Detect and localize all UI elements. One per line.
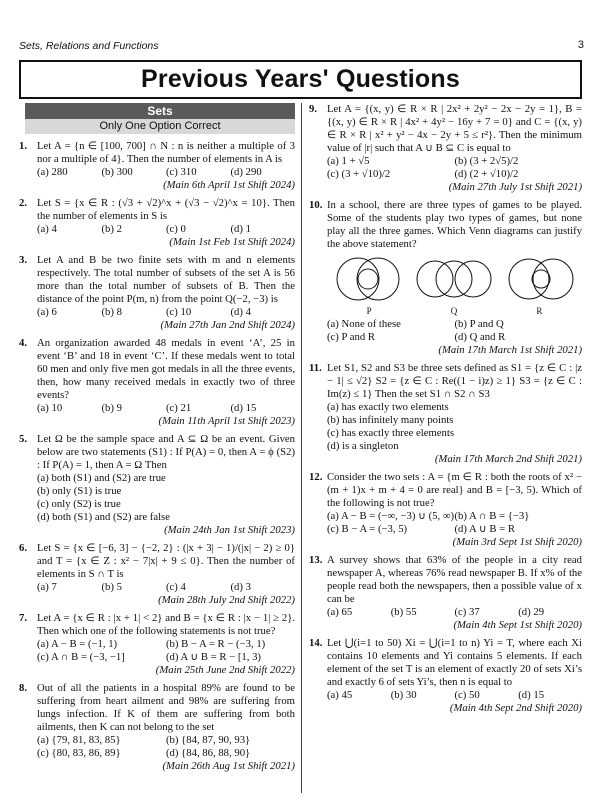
section-title: Sets [25,103,295,119]
option: (a) both (S1) and (S2) are true [37,472,166,484]
option: (a) has exactly two elements [327,401,449,413]
column-divider [301,103,302,793]
question [309,362,582,466]
question-source: (Main 27th July 1st Shift 2021) [448,181,582,193]
option: (d) Q and R [454,331,506,343]
question-text: A survey shows that 63% of the people in a city read newspaper A, whereas 76% read newspaper B. If x% of the people read both the newspapers, then a possible value of x can be [327,554,582,605]
question [19,140,295,192]
option: (c) 10 [166,306,192,318]
option: (b) (3 + 2√5)/2 [454,155,519,167]
option: (d) 29 [518,606,545,618]
option: (c) P and R [327,331,375,343]
question-number: 10. [309,199,323,211]
question-source: (Main 28th July 2nd Shift 2022) [158,594,295,606]
option: (b) 2 [101,223,122,235]
venn-diagrams [327,255,582,303]
question [19,337,295,428]
option: (b) A ∩ B = {−3} [454,510,530,522]
option: (b) 300 [101,166,133,178]
option: (b) 5 [101,581,122,593]
option: (d) A ∪ B = R − [1, 3) [166,651,261,663]
question [309,471,582,549]
chapter-header: Sets, Relations and Functions [19,40,159,52]
option: (c) 4 [166,581,186,593]
option: (c) has exactly three elements [327,427,454,439]
question-number: 6. [19,542,28,554]
option: (c) only (S2) is true [37,498,121,510]
question-text: Let S = {x ∈ [−6, 3] − {−2, 2} : (|x + 3| − 1)/(|x| − 2) ≥ 0} and T = {x ∈ Z : x² − 7|x| + 9 ≤ 0}. Then the number of elements in S ∩ T is [37,542,295,580]
option: (c) 37 [454,606,480,618]
option: (a) 1 + √5 [327,155,370,167]
question [19,197,295,249]
option: (d) {84, 86, 88, 90} [166,747,251,759]
option: (b) 30 [390,689,417,701]
option: (a) 6 [37,306,57,318]
question [309,103,582,194]
question [19,612,295,677]
question-number: 7. [19,612,28,624]
venn-label: Q [450,306,458,316]
question-text: Let S1, S2 and S3 be three sets defined as S1 = {z ∈ C : |z − 1| ≤ √2} S2 = {z ∈ C : Re((1 − i)z) ≥ 1} S3 = {z ∈ C : Im(z) ≤ 1} Then the set S1 ∩ S2 ∩ S3 [327,362,582,400]
question-text: Let S = {x ∈ R : (√3 + √2)^x + (√3 − √2)^x = 10}. Then the number of elements in S is [37,197,295,222]
question-number: 2. [19,197,28,209]
question-number: 14. [309,637,323,649]
question-source: (Main 11th April 1st Shift 2023) [158,415,295,427]
option: (c) A ∩ B = (−3, −1] [37,651,125,663]
question-number: 9. [309,103,318,115]
question-number: 5. [19,433,28,445]
question-text: An organization awarded 48 medals in event ‘A’, 25 in event ‘B’ and 18 in event ‘C’. If these medals went to total 60 men and only five men got medals in all the three events, then, how many received medals in exactly two of three events? [37,337,295,401]
question-text: Let A and B be two finite sets with m and n elements respectively. The total number of subsets of the set A is 56 more than the total number of subsets of B. Then the distance of the point P(m, n) from the point Q(−2, −3) is [37,254,295,305]
option: (a) 45 [327,689,353,701]
question-text: Let ⋃(i=1 to 50) Xi = ⋃(i=1 to n) Yi = T, where each Xi contains 10 elements and Yi contains 5 elements. If each element of the set T is an element of exactly 20 of sets Xi’s and exactly 6 of sets Yi’s, then n is equal to [327,637,582,688]
venn-label: R [536,306,543,316]
question-text: Out of all the patients in a hospital 89% are found to be suffering from heart ailment and 98% are suffering from lungs infection. If K of them are suffering from both ailments, then K can not belong to the set [37,682,295,733]
option: (d) 3 [230,581,251,593]
option: (b) {84, 87, 90, 93} [166,734,251,746]
option: (d) 1 [230,223,251,235]
question-source: (Main 26th Aug 1st Shift 2021) [162,760,295,772]
option: (a) 280 [37,166,68,178]
option: (d) both (S1) and (S2) are false [37,511,170,523]
question-text: Let A = {n ∈ [100, 700] ∩ N : n is neither a multiple of 3 nor a multiple of 4}. Then the number of elements in A is [37,140,295,165]
venn-label: P [366,306,372,316]
question-text: Let A = {x ∈ R : |x + 1| < 2} and B = {x ∈ R : |x − 1| ≥ 2}. Then which one of the following statements is not true? [37,612,295,637]
question-number: 8. [19,682,28,694]
option: (d) 290 [230,166,262,178]
option: (d) 15 [518,689,545,701]
option: (b) 8 [101,306,122,318]
option: (b) only (S1) is true [37,485,122,497]
option: (d) 15 [230,402,257,414]
question-text: Let A = {(x, y) ∈ R × R | 2x² + 2y² − 2x − 2y = 1}, B = {(x, y) ∈ R × R | 4x² + 4y² − 16y + 7 = 0} and C = {(x, y) ∈ R × R | x² + y² − 4x − 2y + 5 ≤ r²}. Then the minimum value of |r| such that A ∪ B ⊆ C is equal to [327,103,582,154]
question [19,682,295,773]
option: (c) 50 [454,689,480,701]
option: (a) None of these [327,318,401,330]
question-number: 11. [309,362,322,374]
option: (d) A ∪ B = R [454,523,515,535]
question [309,554,582,632]
option: (d) (2 + √10)/2 [454,168,519,180]
option: (a) A − B = (−∞, −3) ∪ (5, ∞) [327,510,455,522]
option: (a) 4 [37,223,57,235]
option: (b) B − A = R − (−3, 1) [166,638,266,650]
question [309,637,582,715]
question-number: 12. [309,471,323,483]
option: (d) 4 [230,306,251,318]
question [19,542,295,607]
option: (a) A − B = (−1, 1) [37,638,118,650]
question [309,199,582,357]
option: (c) (3 + √10)/2 [327,168,391,180]
question [19,254,295,332]
option: (c) B − A = (−3, 5) [327,523,408,535]
option: (b) 9 [101,402,122,414]
page-title: Previous Years' Questions [141,65,460,93]
question-text: In a school, there are three types of games to be played. Some of the students play two types of games, but none play all the three games. Which Venn diagrams can justify the above statement? [327,199,582,250]
option: (a) {79, 81, 83, 85} [37,734,121,746]
option: (b) P and Q [454,318,504,330]
question-source: (Main 4th Sept 1st Shift 2020) [453,619,582,631]
venn-diagram-q [415,255,493,303]
question-text: Let Ω be the sample space and A ⊆ Ω be an event. Given below are two statements (S1) : If P(A) = 0, then A = ϕ (S2) : If P(A) = 1, then A = Ω Then [37,433,295,471]
option: (b) has infinitely many points [327,414,454,426]
question-source: (Main 17th March 1st Shift 2021) [438,344,582,356]
venn-diagram-r [506,255,576,303]
option: (a) 10 [37,402,63,414]
option: (b) 55 [390,606,417,618]
question-source: (Main 27th Jan 2nd Shift 2024) [160,319,295,331]
question [19,433,295,537]
right-column [309,103,582,720]
question-text: Consider the two sets : A = {m ∈ R : both the roots of x² − (m + 1)x + m + 4 = 0 are real} and B = [−3, 5). Which of the following is not true? [327,471,582,509]
question-number: 1. [19,140,28,152]
question-number: 4. [19,337,28,349]
title-box [19,60,582,99]
question-source: (Main 17th March 2nd Shift 2021) [434,453,582,465]
question-source: (Main 24th Jan 1st Shift 2023) [164,524,295,536]
question-source: (Main 1st Feb 1st Shift 2024) [169,236,295,248]
question-source: (Main 25th June 2nd Shift 2022) [155,664,295,676]
option: (c) 0 [166,223,186,235]
option: (a) 65 [327,606,353,618]
option: (c) 310 [166,166,197,178]
option: (d) is a singleton [327,440,399,452]
question-source: (Main 4th Sept 2nd Shift 2020) [449,702,582,714]
venn-diagram-p [334,255,402,303]
question-source: (Main 6th April 1st Shift 2024) [163,179,295,191]
question-number: 3. [19,254,28,266]
question-number: 13. [309,554,323,566]
option: (c) 21 [166,402,192,414]
section-subtitle: Only One Option Correct [25,119,295,134]
option: (c) {80, 83, 86, 89} [37,747,121,759]
option: (a) 7 [37,581,57,593]
left-column [19,103,295,778]
page-number: 3 [577,39,584,51]
question-source: (Main 3rd Sept 1st Shift 2020) [452,536,582,548]
